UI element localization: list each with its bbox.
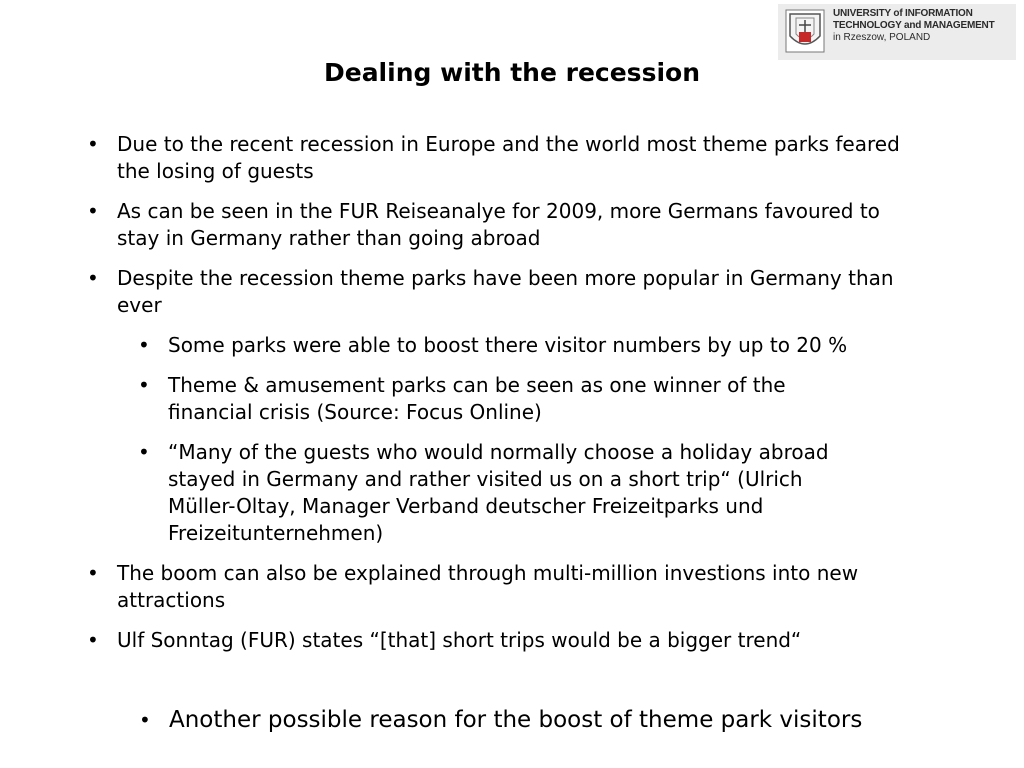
logo-line-3: in Rzeszow, POLAND: [833, 32, 931, 43]
bullet-list: [87, 131, 927, 664]
sub-bullet-list: [117, 332, 927, 547]
university-crest-icon: [784, 8, 826, 54]
bullet-item: • The boom can also be explained through multi-million investions into new attractions: [87, 560, 927, 614]
bullet-item: • As can be seen in the FUR Reiseanalye for 2009, more Germans favoured to stay in Germany rather than going abroad: [87, 198, 927, 252]
slide-title: Dealing with the recession: [323, 58, 700, 87]
logo-line-1: UNIVERSITY of INFORMATION: [833, 8, 973, 19]
bullet-text: Despite the recession theme parks have been more popular in Germany than ever: [117, 266, 894, 317]
bullet-item-with-subitems: [87, 265, 927, 547]
extra-sub-bullet: • Another possible reason for the boost of theme park visitors: [139, 705, 909, 736]
logo-line-2: TECHNOLOGY and MANAGEMENT: [833, 20, 995, 31]
sub-bullet-item: • Theme & amusement parks can be seen as one winner of the financial crisis (Source: Focus Online): [138, 372, 868, 426]
sub-bullet-item: • “Many of the guests who would normally choose a holiday abroad stayed in Germany and rather visited us on a short trip“ (Ulrich Müller-Oltay, Manager Verband deutscher Freizeitparks und Freizeitunternehmen): [138, 439, 868, 547]
bullet-item: • Ulf Sonntag (FUR) states “[that] short trips would be a bigger trend“: [87, 627, 927, 654]
sub-bullet-item: • Some parks were able to boost there visitor numbers by up to 20 %: [138, 332, 868, 359]
bullet-item: • Due to the recent recession in Europe and the world most theme parks feared the losing of guests: [87, 131, 927, 185]
university-logo: [778, 4, 1016, 60]
